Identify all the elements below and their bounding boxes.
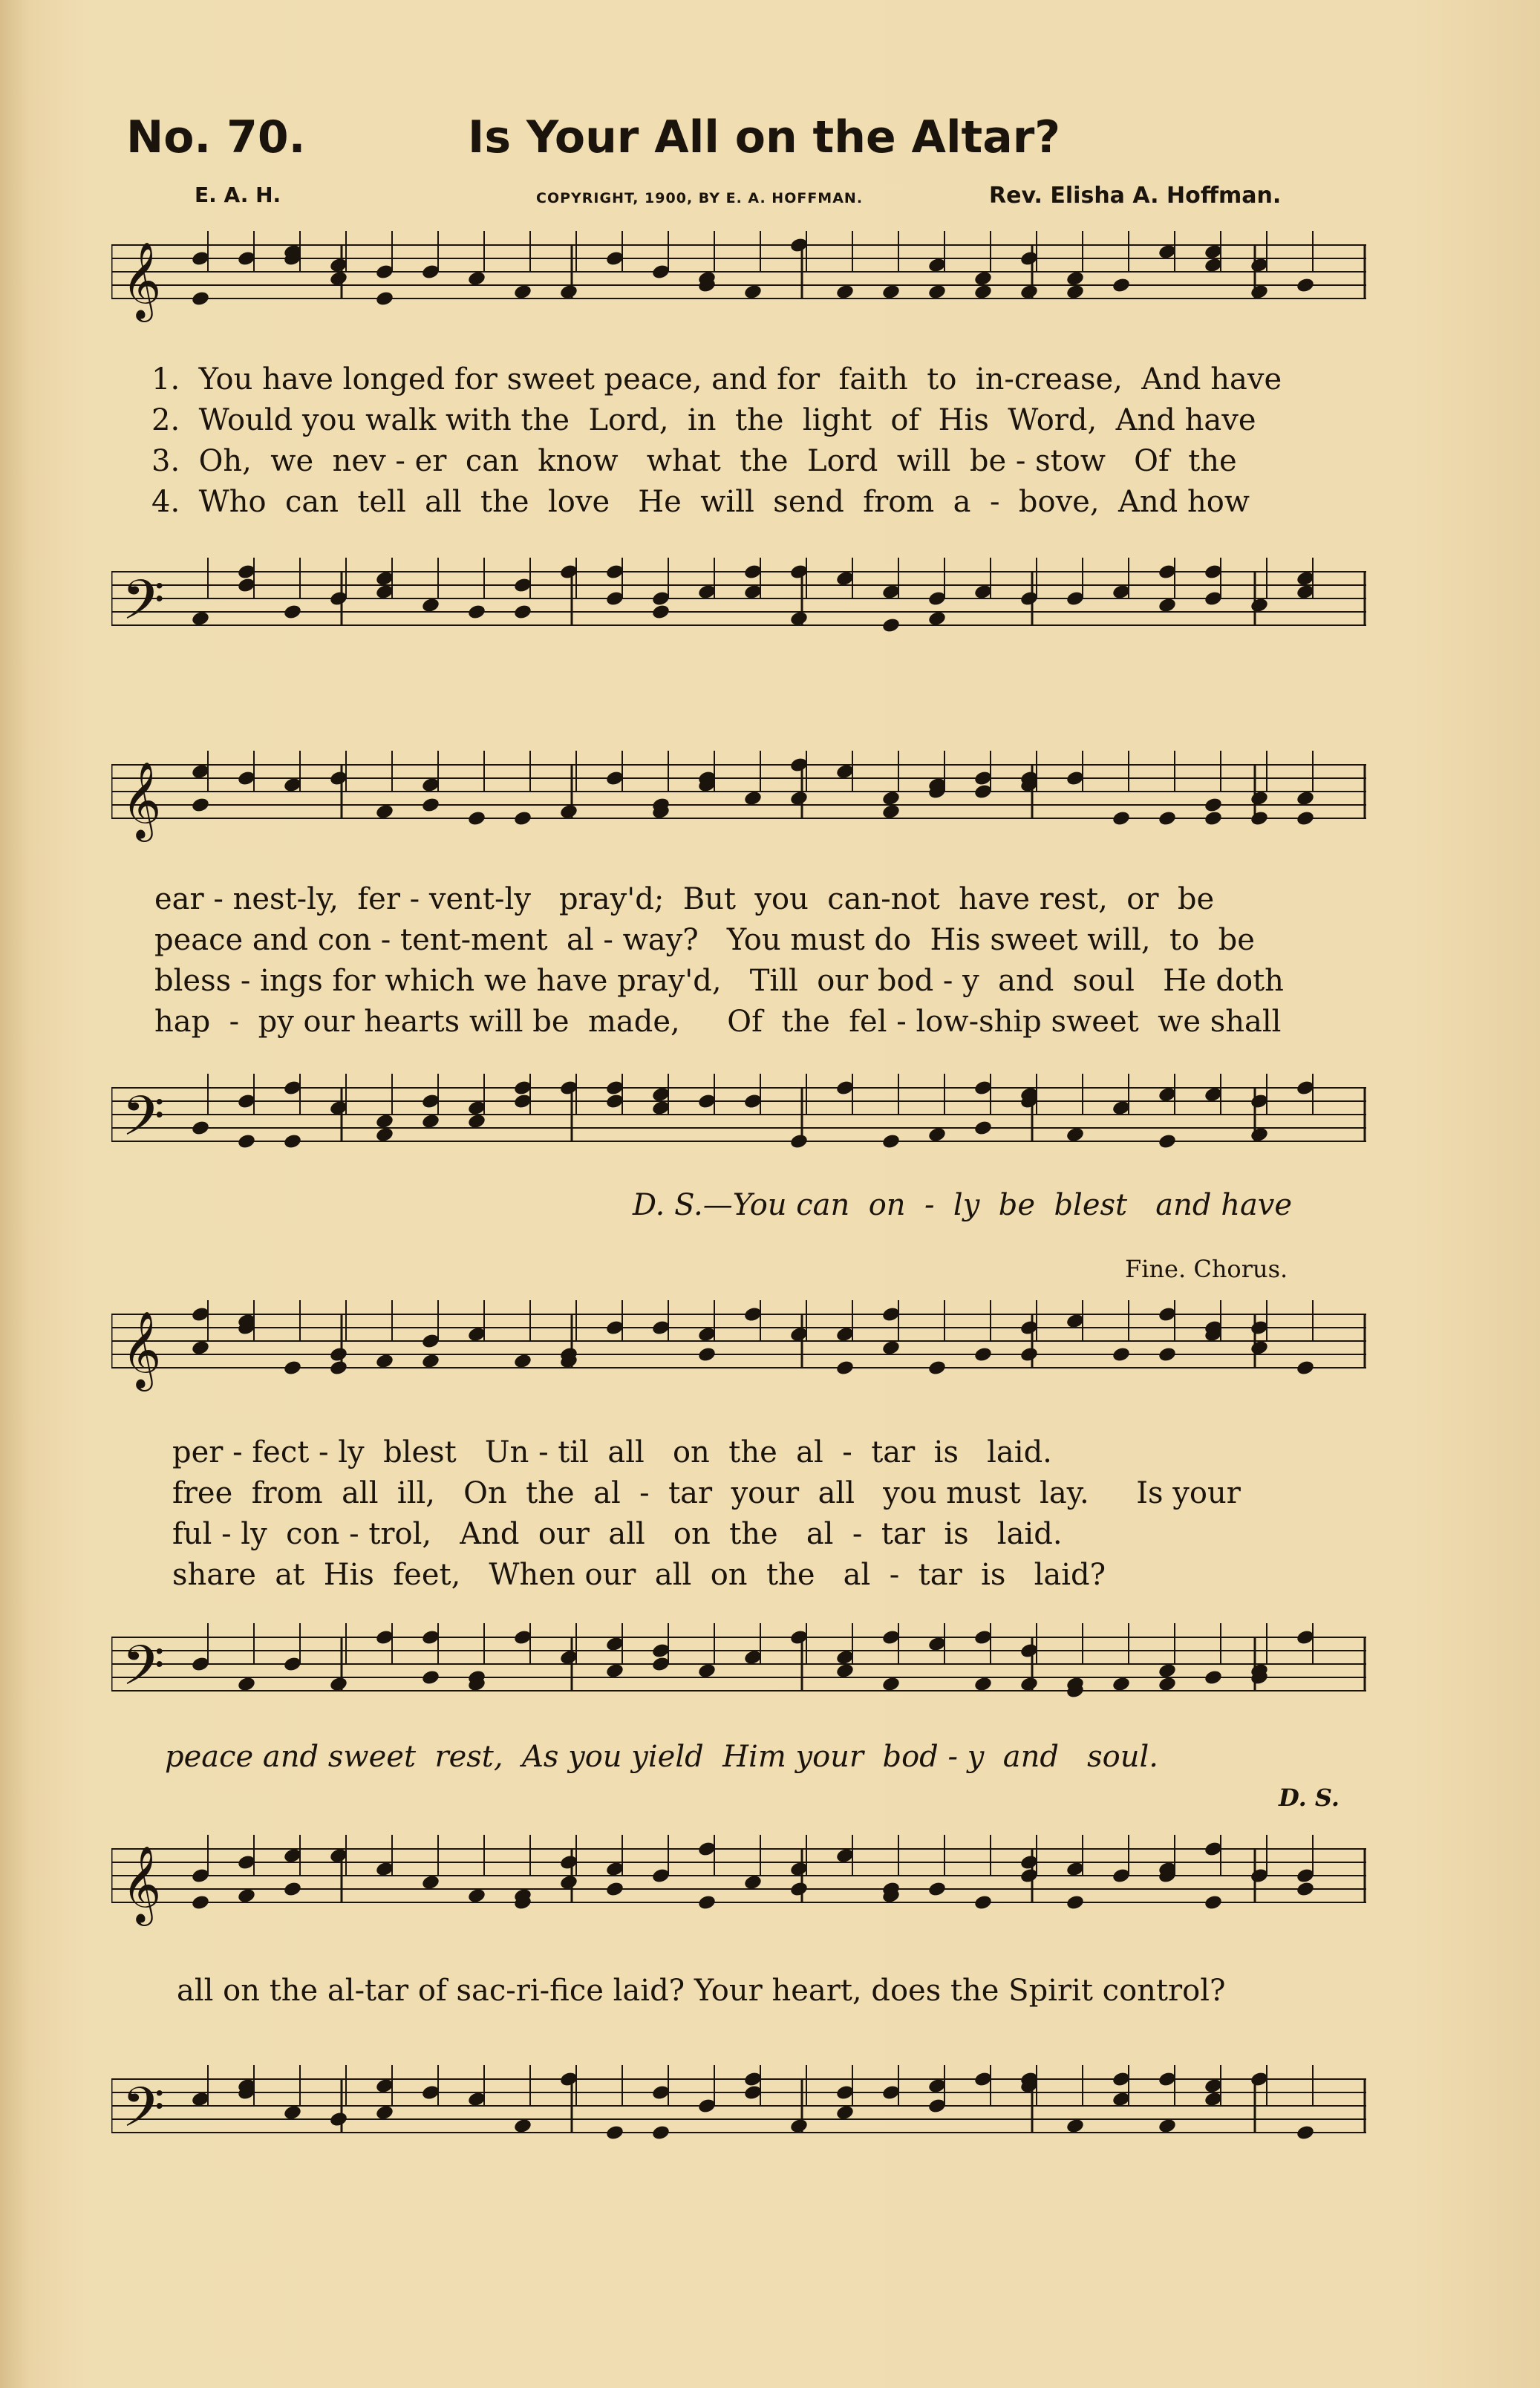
verse-3-line-1: 3. Oh, we nev - er can know what the Lord will be - stow Of the [151, 444, 1237, 478]
fine-chorus-marking: Fine. Chorus. [1125, 1255, 1288, 1283]
treble-staff-system-2 [111, 743, 1366, 846]
verse-1-line-1: 1. You have longed for sweet peace, and for faith to in-crease, And have [151, 362, 1282, 397]
author-name: Rev. Elisha A. Hoffman. [989, 183, 1282, 209]
verse-3-line-2: bless - ings for which we have pray'd, Till our bod - y and soul He doth [154, 964, 1284, 998]
bass-staff-system-1 [111, 549, 1366, 653]
verse-2-line-1: 2. Would you walk with the Lord, in the light of His Word, And have [151, 403, 1256, 437]
author-initials: E. A. H. [195, 183, 281, 207]
treble-staff-system-4 [111, 1827, 1366, 1931]
svg-text:𝄞: 𝄞 [122, 1311, 162, 1389]
bass-staff-system-2 [111, 1066, 1366, 1169]
ds-marking: D. S. [1279, 1784, 1340, 1812]
verse-1-line-3: per - fect - ly blest Un - til all on the al - tar is laid. [172, 1435, 1052, 1469]
svg-text:𝄞: 𝄞 [122, 241, 162, 319]
dal-segno-refrain-text: D. S.—You can on - ly be blest and have [633, 1188, 1293, 1222]
chorus-lower-lyric: peace and sweet rest, As you yield Him your bod - y and soul. [165, 1740, 1158, 1774]
hymn-number: No. 70. [126, 111, 306, 163]
bass-staff-system-4 [111, 2057, 1366, 2161]
chorus-lyric: all on the al-tar of sac-ri-fice laid? Your heart, does the Spirit control? [177, 1974, 1226, 2008]
treble-staff-system-1 [111, 223, 1366, 327]
svg-text:𝄢: 𝄢 [122, 2075, 165, 2153]
svg-text:𝄢: 𝄢 [122, 568, 165, 646]
treble-staff-system-3 [111, 1292, 1366, 1396]
svg-text:𝄞: 𝄞 [122, 761, 162, 839]
svg-text:𝄢: 𝄢 [122, 1084, 165, 1162]
svg-text:𝄞: 𝄞 [122, 1845, 162, 1923]
hymn-title: Is Your All on the Altar? [468, 111, 1061, 163]
verse-2-line-2: peace and con - tent-ment al - way? You must do His sweet will, to be [154, 923, 1255, 957]
verse-4-line-1: 4. Who can tell all the love He will send from a - bove, And how [151, 485, 1250, 519]
svg-text:𝄢: 𝄢 [122, 1634, 165, 1712]
verse-2-line-3: free from all ill, On the al - tar your all you must lay. Is your [172, 1476, 1241, 1510]
copyright-notice: COPYRIGHT, 1900, BY E. A. HOFFMAN. [536, 190, 864, 206]
verse-4-line-3: share at His feet, When our all on the al - tar is laid? [172, 1558, 1106, 1592]
bass-staff-system-3 [111, 1615, 1366, 1719]
verse-3-line-3: ful - ly con - trol, And our all on the al - tar is laid. [172, 1517, 1063, 1551]
verse-4-line-2: hap - py our hearts will be made, Of the fel - low-ship sweet we shall [154, 1005, 1282, 1039]
verse-1-line-2: ear - nest-ly, fer - vent-ly pray'd; But you can-not have rest, or be [154, 882, 1215, 916]
